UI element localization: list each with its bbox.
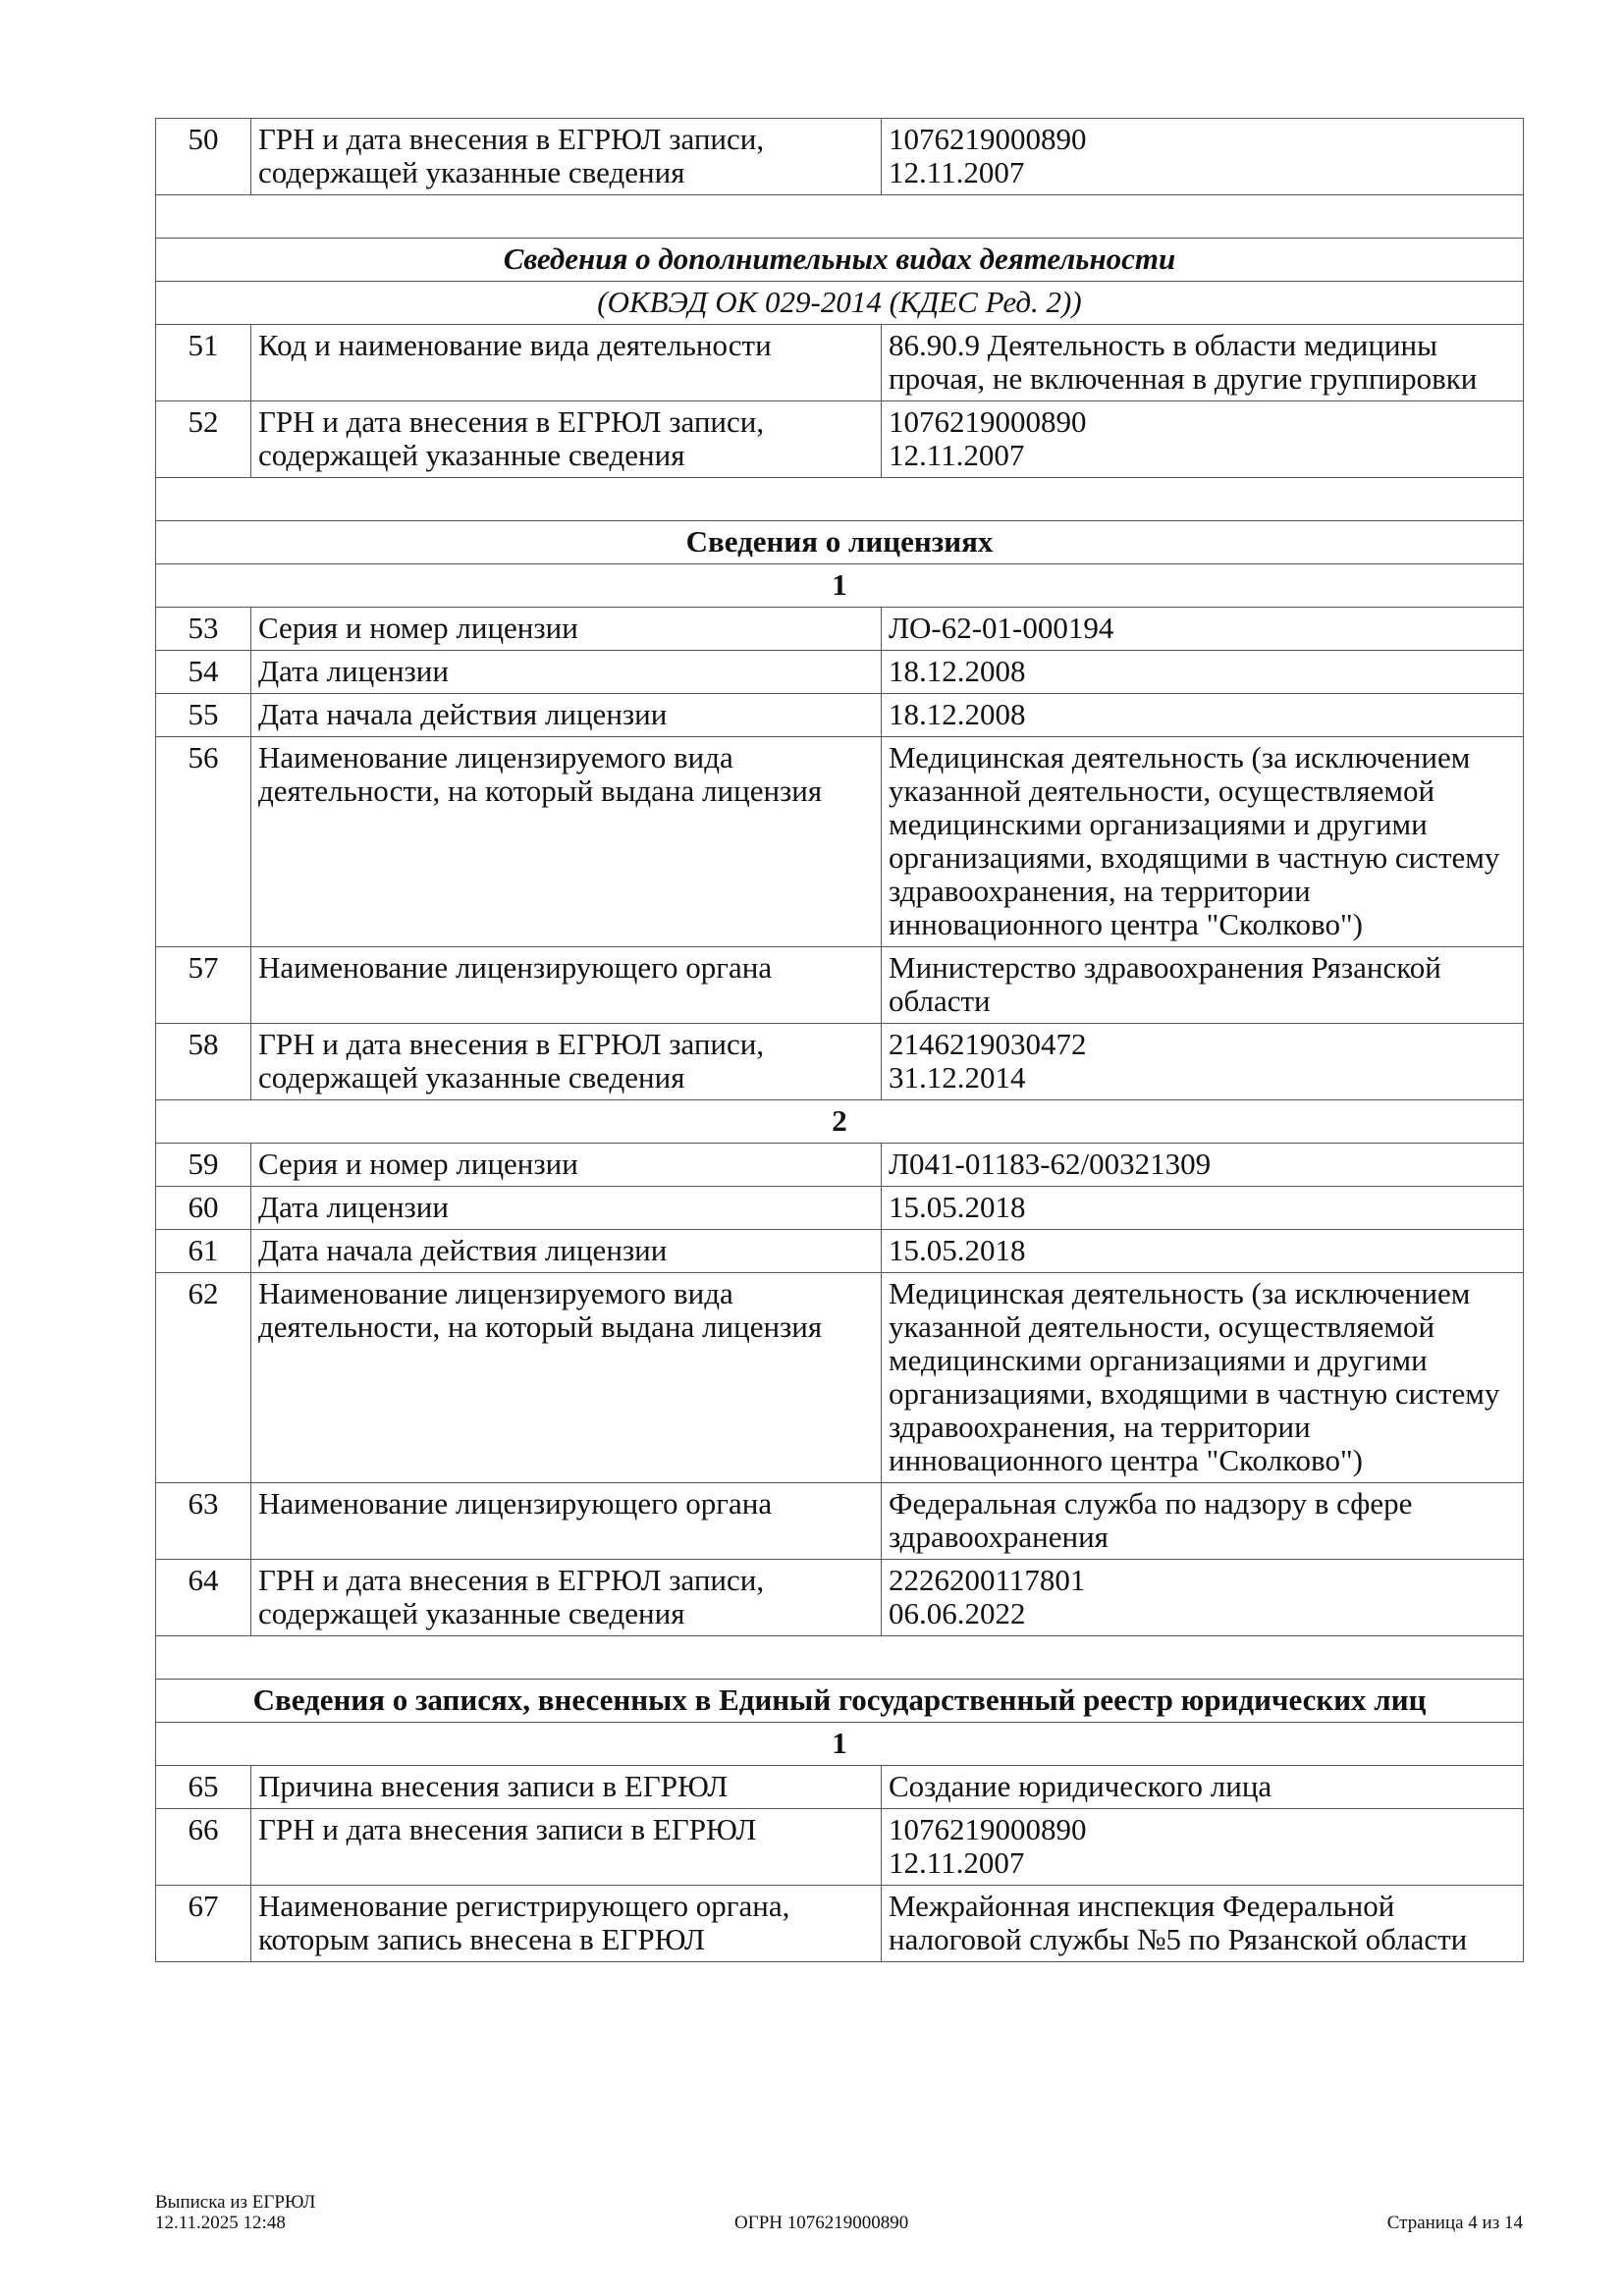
spacer-row bbox=[156, 1636, 1524, 1680]
table-row bbox=[156, 651, 1524, 694]
row-number: 67 bbox=[156, 1886, 251, 1962]
row-label: Причина внесения записи в ЕГРЮЛ bbox=[251, 1766, 882, 1809]
row-value: Медицинская деятельность (за исключением указанной деятельности, осуществляемой медицинскими организациями и другими организациями, входящими в частную систему здравоохранения, на территории инновационного центра "Сколково") bbox=[882, 737, 1524, 947]
row-number: 59 bbox=[156, 1144, 251, 1187]
row-value: 15.05.2018 bbox=[882, 1230, 1524, 1273]
row-label: ГРН и дата внесения в ЕГРЮЛ записи, содержащей указанные сведения bbox=[251, 1560, 882, 1636]
row-number: 61 bbox=[156, 1230, 251, 1273]
group-index: 2 bbox=[156, 1100, 1524, 1144]
row-value: Создание юридического лица bbox=[882, 1766, 1524, 1809]
group-index-row bbox=[156, 1723, 1524, 1766]
row-number: 65 bbox=[156, 1766, 251, 1809]
row-number: 64 bbox=[156, 1560, 251, 1636]
row-value: 1076219000890 12.11.2007 bbox=[882, 119, 1524, 195]
row-value: 2226200117801 06.06.2022 bbox=[882, 1560, 1524, 1636]
row-value: Федеральная служба по надзору в сфере здравоохранения bbox=[882, 1483, 1524, 1560]
row-label: Дата лицензии bbox=[251, 651, 882, 694]
table-row bbox=[156, 1809, 1524, 1886]
table-row bbox=[156, 694, 1524, 737]
table-row bbox=[156, 1560, 1524, 1636]
group-index-row bbox=[156, 564, 1524, 608]
row-label: ГРН и дата внесения в ЕГРЮЛ записи, содержащей указанные сведения bbox=[251, 119, 882, 195]
row-label: Наименование лицензируемого вида деятельности, на который выдана лицензия bbox=[251, 1273, 882, 1483]
section-header: Сведения о лицензиях bbox=[156, 521, 1524, 564]
row-label: Дата начала действия лицензии bbox=[251, 694, 882, 737]
footer-doc-title: Выписка из ЕГРЮЛ bbox=[155, 2192, 316, 2213]
row-value: 86.90.9 Деятельность в области медицины прочая, не включенная в другие группировки bbox=[882, 325, 1524, 401]
subheader-row bbox=[156, 282, 1524, 325]
section-header: Сведения о дополнительных видах деятельности bbox=[156, 239, 1524, 282]
row-number: 52 bbox=[156, 401, 251, 478]
spacer-row bbox=[156, 195, 1524, 239]
row-number: 56 bbox=[156, 737, 251, 947]
row-label: Дата начала действия лицензии bbox=[251, 1230, 882, 1273]
footer-ogrn: ОГРН 1076219000890 bbox=[734, 2213, 909, 2233]
footer-datetime: 12.11.2025 12:48 bbox=[155, 2213, 286, 2233]
row-number: 62 bbox=[156, 1273, 251, 1483]
row-number: 55 bbox=[156, 694, 251, 737]
group-index: 1 bbox=[156, 1723, 1524, 1766]
section-header-row bbox=[156, 1680, 1524, 1723]
table-row bbox=[156, 119, 1524, 195]
row-label: ГРН и дата внесения в ЕГРЮЛ записи, содержащей указанные сведения bbox=[251, 1024, 882, 1100]
row-label: Дата лицензии bbox=[251, 1187, 882, 1230]
table-row bbox=[156, 1766, 1524, 1809]
table-row bbox=[156, 325, 1524, 401]
footer-page-number: Страница 4 из 14 bbox=[1386, 2213, 1523, 2233]
table-row bbox=[156, 737, 1524, 947]
group-index-row bbox=[156, 1100, 1524, 1144]
row-number: 53 bbox=[156, 608, 251, 651]
row-number: 50 bbox=[156, 119, 251, 195]
row-label: Наименование регистрирующего органа, которым запись внесена в ЕГРЮЛ bbox=[251, 1886, 882, 1962]
row-value: Министерство здравоохранения Рязанской области bbox=[882, 947, 1524, 1024]
row-label: ГРН и дата внесения в ЕГРЮЛ записи, содержащей указанные сведения bbox=[251, 401, 882, 478]
row-label: Серия и номер лицензии bbox=[251, 1144, 882, 1187]
row-label: Серия и номер лицензии bbox=[251, 608, 882, 651]
page-footer bbox=[155, 2192, 1523, 2251]
table-row bbox=[156, 1144, 1524, 1187]
row-value: 1076219000890 12.11.2007 bbox=[882, 401, 1524, 478]
row-number: 57 bbox=[156, 947, 251, 1024]
section-header-row bbox=[156, 521, 1524, 564]
row-number: 66 bbox=[156, 1809, 251, 1886]
egrul-table bbox=[155, 118, 1524, 1962]
row-number: 54 bbox=[156, 651, 251, 694]
table-row bbox=[156, 608, 1524, 651]
egrul-table-body bbox=[156, 119, 1524, 1962]
row-value: ЛО-62-01-000194 bbox=[882, 608, 1524, 651]
group-index: 1 bbox=[156, 564, 1524, 608]
table-row bbox=[156, 1187, 1524, 1230]
row-value: Межрайонная инспекция Федеральной налоговой службы №5 по Рязанской области bbox=[882, 1886, 1524, 1962]
row-number: 63 bbox=[156, 1483, 251, 1560]
table-row bbox=[156, 1273, 1524, 1483]
table-row bbox=[156, 401, 1524, 478]
row-value: Л041-01183-62/00321309 bbox=[882, 1144, 1524, 1187]
row-value: 15.05.2018 bbox=[882, 1187, 1524, 1230]
row-number: 58 bbox=[156, 1024, 251, 1100]
footer-left bbox=[155, 2192, 315, 2233]
row-label: Код и наименование вида деятельности bbox=[251, 325, 882, 401]
row-label: Наименование лицензируемого вида деятельности, на который выдана лицензия bbox=[251, 737, 882, 947]
row-value: 18.12.2008 bbox=[882, 694, 1524, 737]
spacer-cell bbox=[156, 195, 1524, 239]
row-label: Наименование лицензирующего органа bbox=[251, 947, 882, 1024]
table-row bbox=[156, 1230, 1524, 1273]
row-value: 1076219000890 12.11.2007 bbox=[882, 1809, 1524, 1886]
table-row bbox=[156, 1886, 1524, 1962]
spacer-cell bbox=[156, 478, 1524, 521]
row-value: 18.12.2008 bbox=[882, 651, 1524, 694]
row-number: 51 bbox=[156, 325, 251, 401]
section-header-row bbox=[156, 239, 1524, 282]
section-subheader: (ОКВЭД ОК 029-2014 (КДЕС Ред. 2)) bbox=[156, 282, 1524, 325]
section-header: Сведения о записях, внесенных в Единый государственный реестр юридических лиц bbox=[156, 1680, 1524, 1723]
table-row bbox=[156, 947, 1524, 1024]
spacer-row bbox=[156, 478, 1524, 521]
spacer-cell bbox=[156, 1636, 1524, 1680]
row-label: Наименование лицензирующего органа bbox=[251, 1483, 882, 1560]
extract-sheet bbox=[155, 118, 1523, 1962]
row-value: Медицинская деятельность (за исключением указанной деятельности, осуществляемой медицинскими организациями и другими организациями, входящими в частную систему здравоохранения, на территории инновационного центра "Сколково") bbox=[882, 1273, 1524, 1483]
row-label: ГРН и дата внесения записи в ЕГРЮЛ bbox=[251, 1809, 882, 1886]
row-number: 60 bbox=[156, 1187, 251, 1230]
row-value: 2146219030472 31.12.2014 bbox=[882, 1024, 1524, 1100]
table-row bbox=[156, 1024, 1524, 1100]
table-row bbox=[156, 1483, 1524, 1560]
